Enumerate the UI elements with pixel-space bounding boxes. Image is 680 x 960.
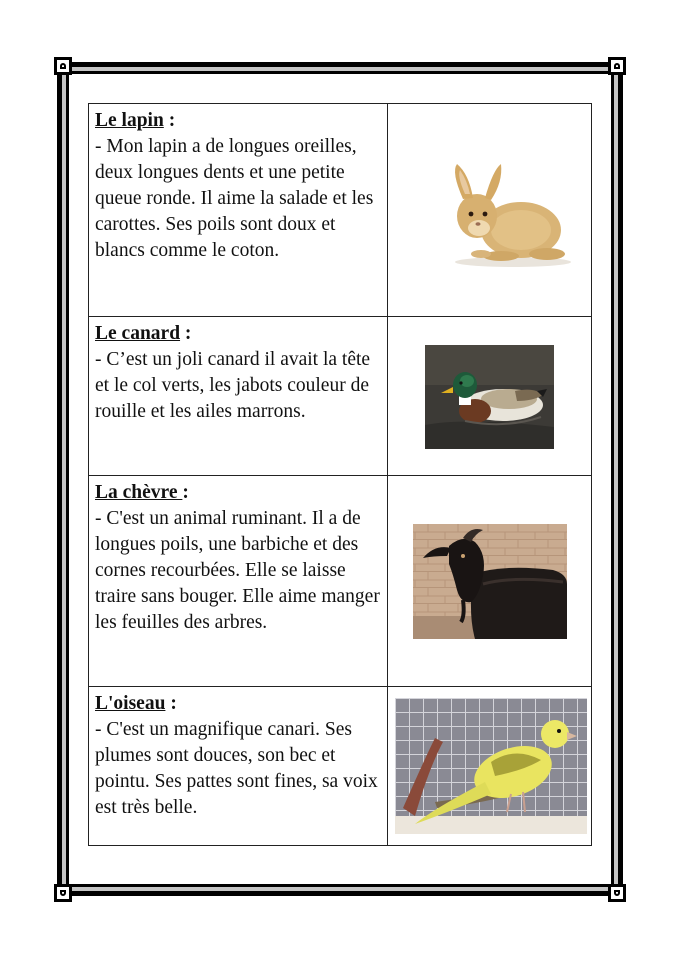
duck-image-cell <box>387 317 592 476</box>
animal-description: - C’est un joli canard il avait la tête et le col verts, les jabots couleur de rouille et les ailes marrons. <box>95 349 371 422</box>
duck-photo <box>425 345 554 449</box>
animal-title: L'oiseau <box>95 693 166 714</box>
rabbit-text-cell <box>89 104 388 317</box>
goat-photo <box>413 524 567 639</box>
animal-title: La chèvre <box>95 482 183 503</box>
canary-image-cell <box>387 687 592 846</box>
table-row <box>89 104 592 317</box>
title-separator: : <box>165 693 177 714</box>
title-separator: : <box>180 323 192 344</box>
table-row <box>89 476 592 687</box>
title-separator: : <box>182 482 189 503</box>
duck-text-cell <box>89 317 388 476</box>
canary-photo <box>395 698 587 834</box>
canary-text-cell <box>89 687 388 846</box>
animal-title: Le canard <box>95 323 181 344</box>
animal-description: - C'est un animal ruminant. Il a de longues poils, une barbiche et des cornes recourbées. Elle se laisse traire sans bouger. Elle aime manger les feuilles des arbres. <box>95 508 380 633</box>
goat-text-cell <box>89 476 388 687</box>
animals-table <box>88 103 592 846</box>
title-separator: : <box>163 110 176 131</box>
rabbit-image-cell <box>387 104 592 317</box>
table-row <box>89 687 592 846</box>
goat-image-cell <box>387 476 592 687</box>
table-row <box>89 317 592 476</box>
rabbit-photo <box>443 154 573 269</box>
animal-title: Le lapin <box>95 110 164 131</box>
animal-description: - Mon lapin a de longues oreilles, deux longues dents et une petite queue ronde. Il aime la salade et les carottes. Ses poils sont doux et blancs comme le coton. <box>95 136 374 261</box>
animal-description: - C'est un magnifique canari. Ses plumes sont douces, son bec et pointu. Ses pattes sont fines, sa voix est très belle. <box>95 719 378 818</box>
